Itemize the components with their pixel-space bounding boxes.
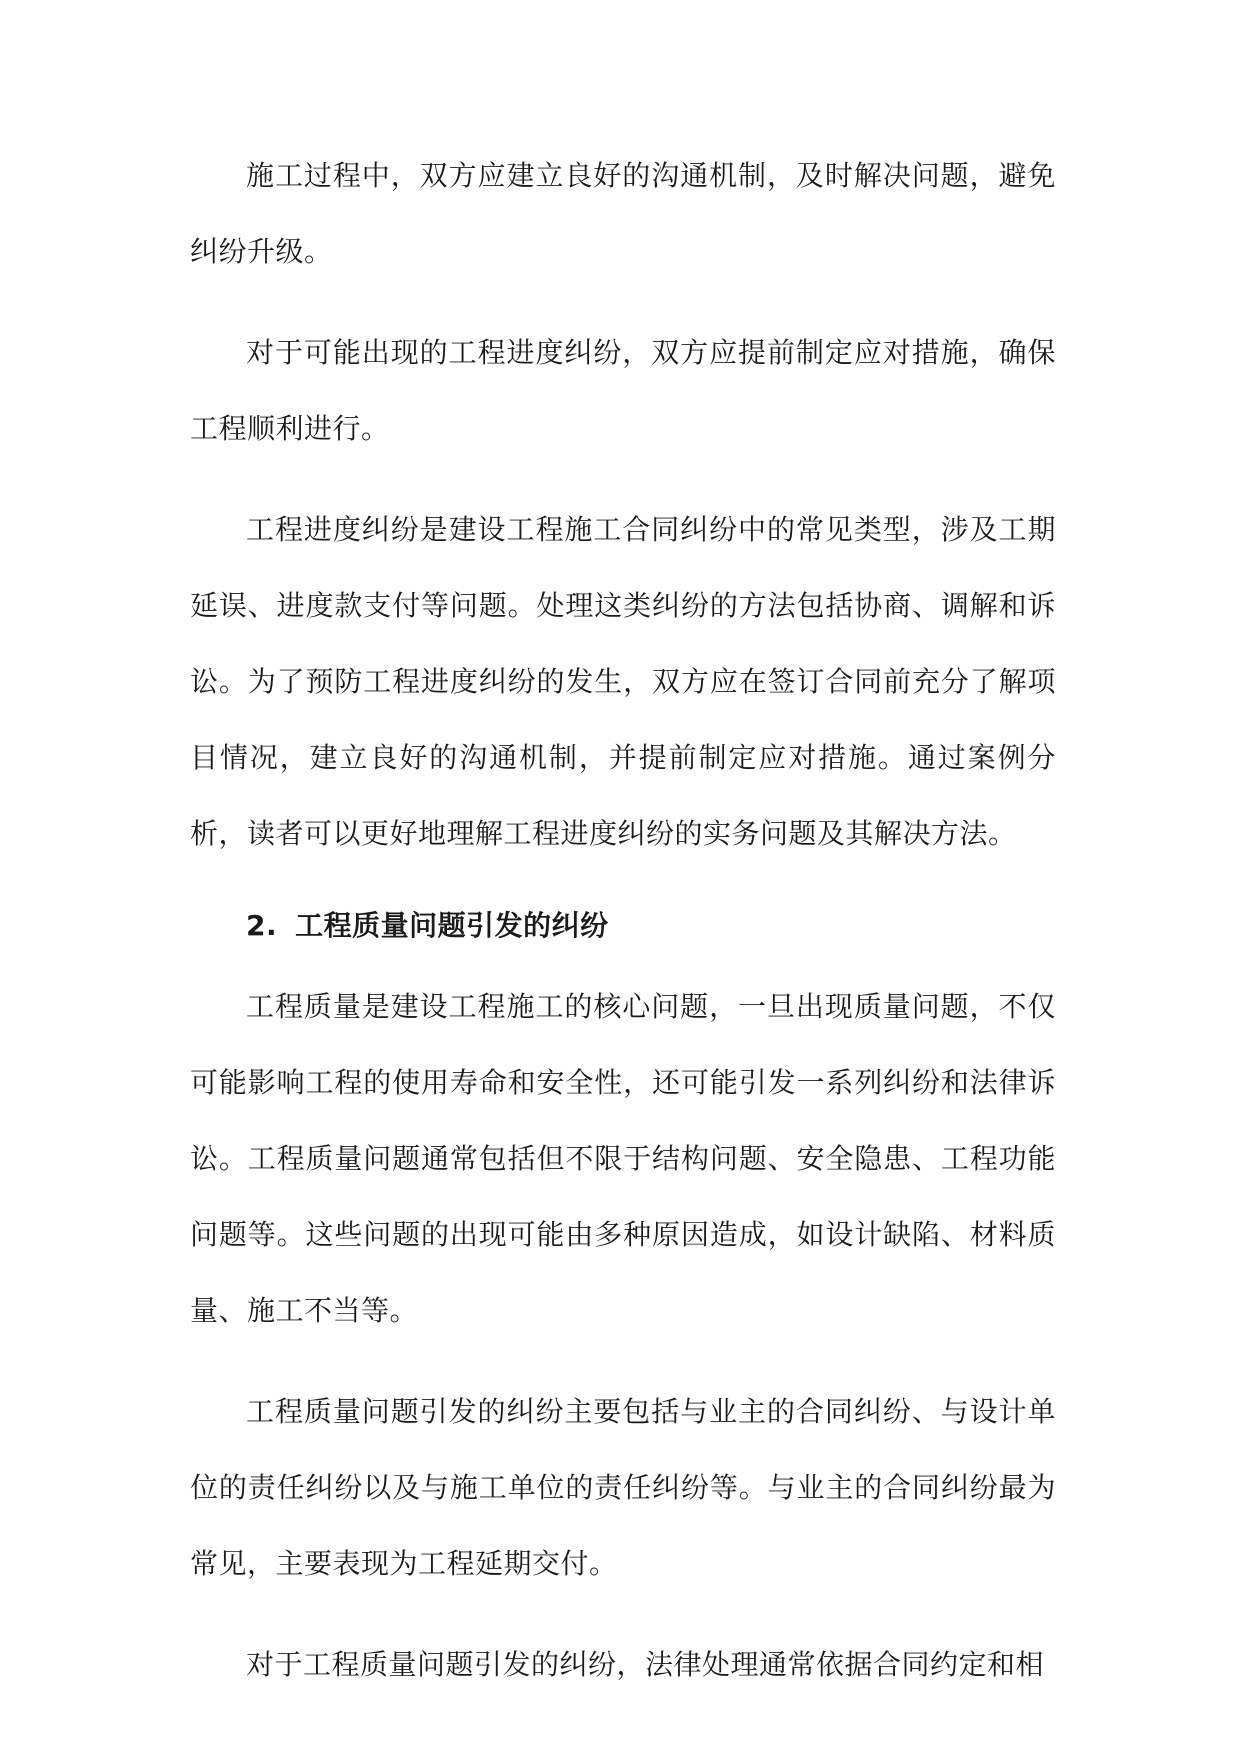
paragraph: 施工过程中，双方应建立良好的沟通机制，及时解决问题，避免纠纷升级。 <box>190 159 1056 268</box>
paragraph: 工程质量是建设工程施工的核心问题，一旦出现质量问题，不仅可能影响工程的使用寿命和安全性，还可能引发一系列纠纷和法律诉讼。工程质量问题通常包括但不限于结构问题、安全隐患、工程功能问题等。这些问题的出现可能由多种原因造成，如设计缺陷、材料质量、施工不当等。 <box>190 990 1056 1327</box>
paragraph: 工程进度纠纷是建设工程施工合同纠纷中的常见类型，涉及工期延误、进度款支付等问题。处理这类纠纷的方法包括协商、调解和诉讼。为了预防工程进度纠纷的发生，双方应在签订合同前充分了解项目情况，建立良好的沟通机制，并提前制定应对措施。通过案例分析，读者可以更好地理解工程进度纠纷的实务问题及其解决方法。 <box>190 513 1056 850</box>
paragraph: 对于工程质量问题引发的纠纷，法律处理通常依据合同约定和相 <box>246 1648 1045 1681</box>
section-heading <box>190 897 1056 955</box>
paragraph: 对于可能出现的工程进度纠纷，双方应提前制定应对措施，确保工程顺利进行。 <box>190 336 1056 445</box>
section-title: 工程质量问题引发的纠纷 <box>295 909 609 942</box>
section-number: 2. <box>246 909 278 942</box>
document-page <box>190 138 1056 1728</box>
paragraph: 工程质量问题引发的纠纷主要包括与业主的合同纠纷、与设计单位的责任纠纷以及与施工单位的责任纠纷等。与业主的合同纠纷最为常见，主要表现为工程延期交付。 <box>190 1395 1056 1580</box>
